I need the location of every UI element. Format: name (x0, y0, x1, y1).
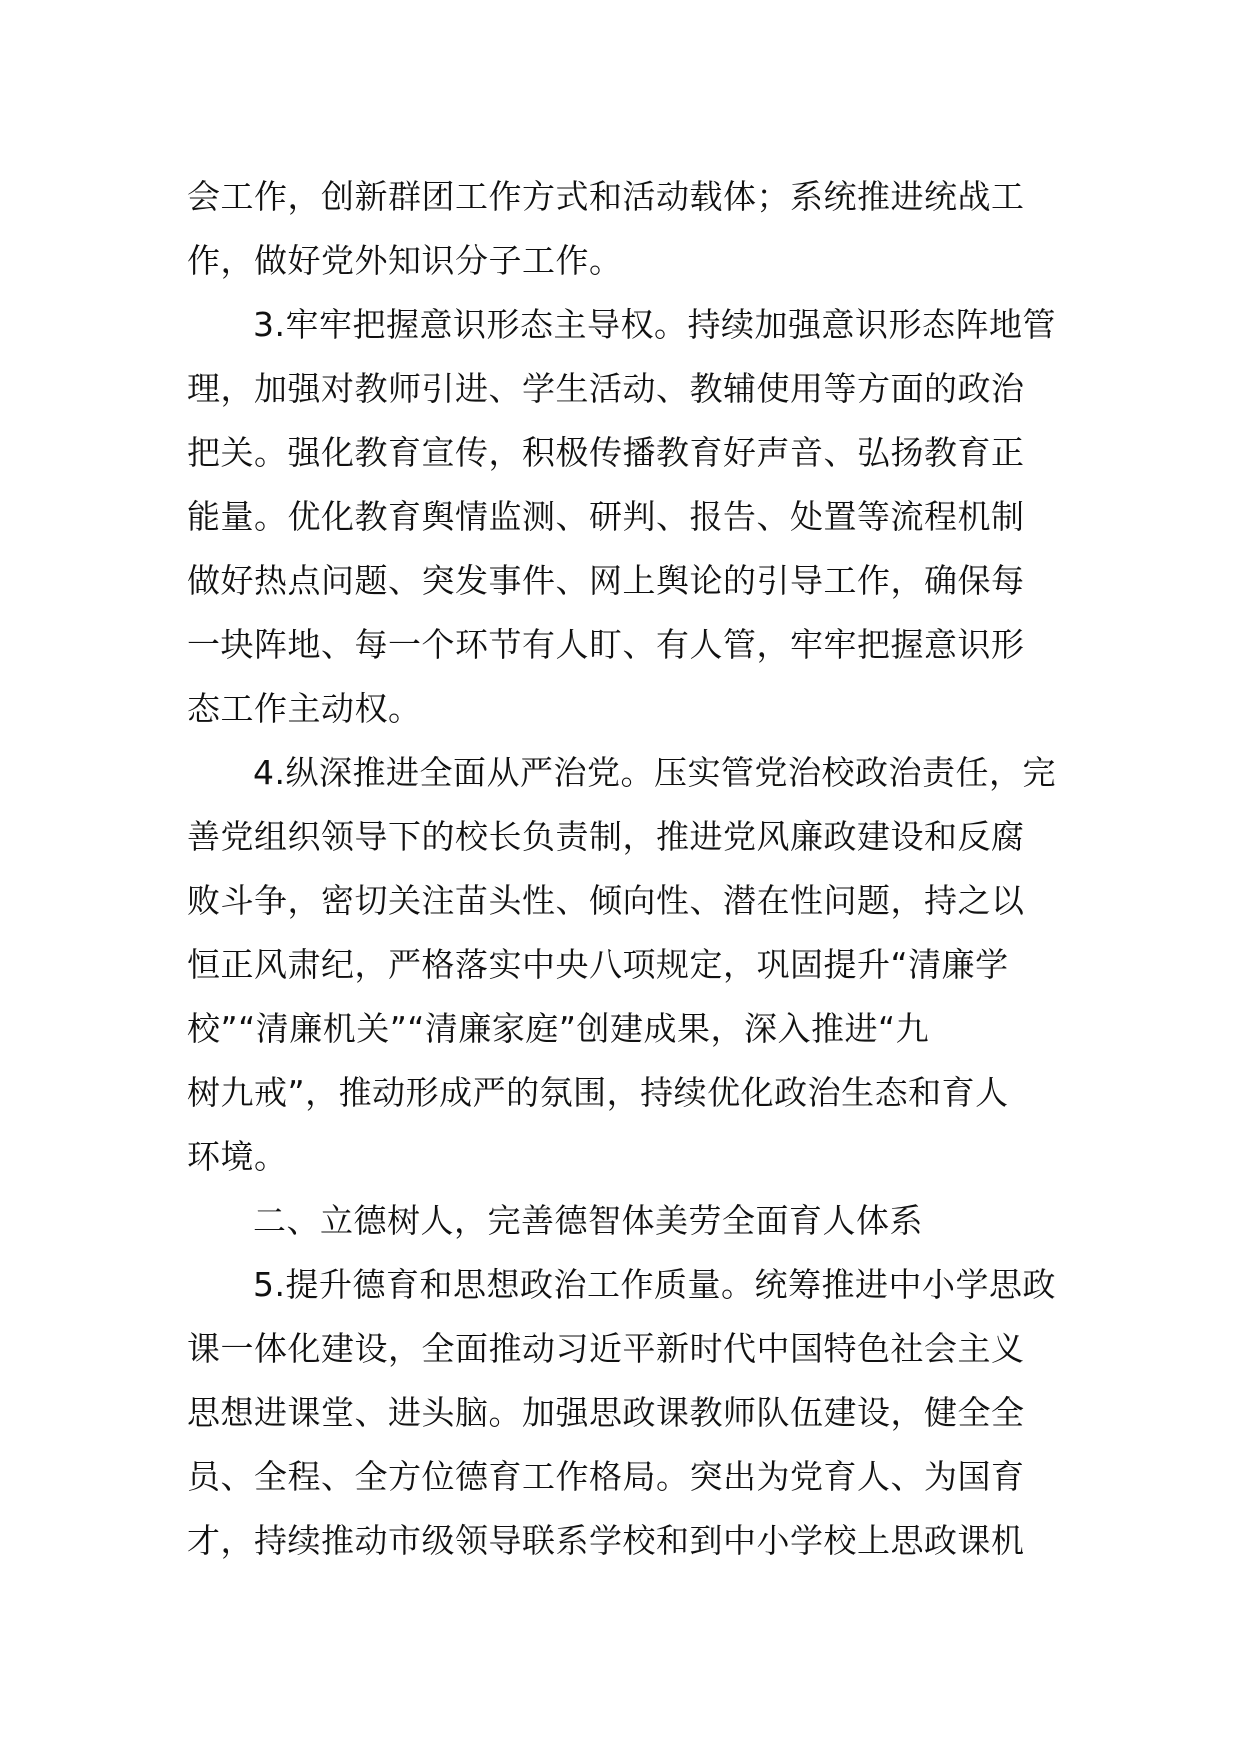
text-line: 恒正风肃纪，严格落实中央八项规定，巩固提升“清廉学 (187, 945, 1009, 984)
text-line: 理，加强对教师引进、学生活动、教辅使用等方面的政治 (187, 369, 1025, 408)
text-line: 败斗争，密切关注苗头性、倾向性、潜在性问题，持之以 (187, 881, 1025, 920)
paragraph-continuation (187, 165, 1062, 293)
text-line: 树九戒”，推动形成严的氛围，持续优化政治生态和育人 (187, 1073, 1009, 1112)
text-line: 校”“清廉机关”“清廉家庭”创建成果，深入推进“九 (187, 1009, 930, 1048)
text-line: 把关。强化教育宣传，积极传播教育好声音、弘扬教育正 (187, 433, 1025, 472)
text-line: 员、全程、全方位德育工作格局。突出为党育人、为国育 (187, 1457, 1025, 1496)
text-line: 态工作主动权。 (187, 689, 422, 728)
text-line: 4.纵深推进全面从严治党。压实管党治校政治责任，完 (253, 753, 1056, 792)
text-line: 5.提升德育和思想政治工作质量。统筹推进中小学思政 (253, 1265, 1056, 1304)
text-line: 思想进课堂、进头脑。加强思政课教师队伍建设，健全全 (187, 1393, 1025, 1432)
text-line: 3.牢牢把握意识形态主导权。持续加强意识形态阵地管 (253, 305, 1056, 344)
text-line: 能量。优化教育舆情监测、研判、报告、处置等流程机制 (187, 497, 1025, 536)
text-line: 课一体化建设，全面推动习近平新时代中国特色社会主义 (187, 1329, 1025, 1368)
text-line: 善党组织领导下的校长负责制，推进党风廉政建设和反腐 (187, 817, 1025, 856)
paragraph-3-ideology (187, 293, 1062, 741)
text-line: 做好热点问题、突发事件、网上舆论的引导工作，确保每 (187, 561, 1025, 600)
text-line: 会工作，创新群团工作方式和活动载体；系统推进统战工 (187, 177, 1025, 216)
text-line: 才，持续推动市级领导联系学校和到中小学校上思政课机 (187, 1521, 1025, 1560)
text-line: 作，做好党外知识分子工作。 (187, 241, 623, 280)
document-body (187, 165, 1062, 1573)
text-line: 一块阵地、每一个环节有人盯、有人管，牢牢把握意识形 (187, 625, 1025, 664)
paragraph-5-moral-education (187, 1253, 1062, 1573)
text-line: 环境。 (187, 1137, 288, 1176)
paragraph-4-party-discipline (187, 741, 1062, 1189)
section-heading-2 (187, 1189, 1062, 1253)
section-heading-text: 二、立德树人，完善德智体美劳全面育人体系 (253, 1201, 923, 1240)
